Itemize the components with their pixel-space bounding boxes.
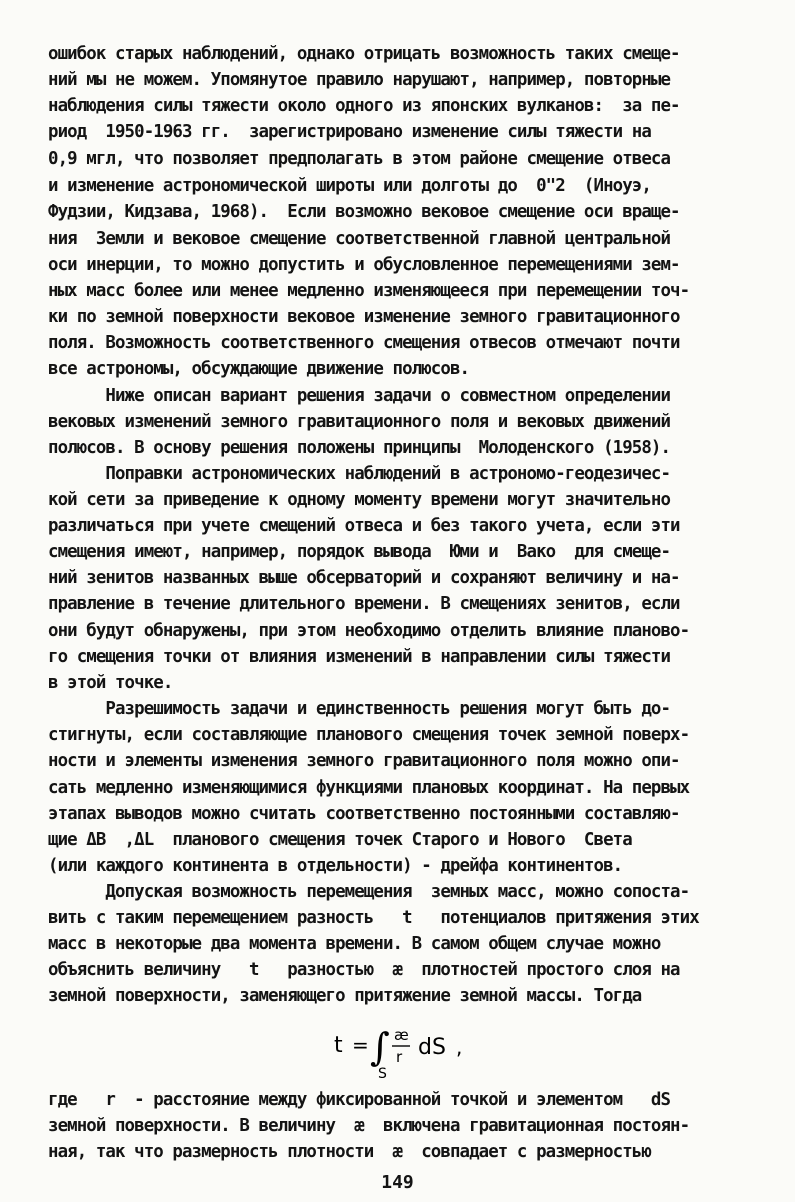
integral-formula bbox=[330, 1022, 490, 1082]
text-line: ки по земной поверхности вековое изменение земного гравитационного bbox=[48, 307, 680, 327]
text-line: щие ΔB ,ΔL планового смещения точек Старого и Нового Света bbox=[48, 830, 632, 850]
text-line: различаться при учете смещений отвеса и без такого учета, если эти bbox=[48, 516, 680, 536]
formula-denominator: r bbox=[396, 1048, 403, 1066]
text-line: земной поверхности. В величину æ включена гравитационная постоян- bbox=[48, 1116, 690, 1136]
text-line: ности и элементы изменения земного гравитационного поля можно опи- bbox=[48, 751, 680, 771]
text-line: го смещения точки от влияния изменений в направлении силы тяжести bbox=[48, 647, 671, 667]
text-line: Допуская возможность перемещения земных масс, можно сопоста- bbox=[48, 882, 690, 902]
text-line: все астрономы, обсуждающие движение полюсов. bbox=[48, 359, 470, 379]
text-line: ний мы не можем. Упомянутое правило нарушают, например, повторные bbox=[48, 70, 671, 90]
text-line: риод 1950-1963 гг. зарегистрировано изменение силы тяжести на bbox=[48, 122, 651, 142]
text-line: правление в течение длительного времени. В смещениях зенитов, если bbox=[48, 594, 680, 614]
page-number: 149 bbox=[381, 1172, 414, 1193]
text-line: где r - расстояние между фиксированной точкой и элементом dS bbox=[48, 1090, 671, 1110]
text-line: ная, так что размерность плотности æ совпадает с размерностью bbox=[48, 1142, 651, 1162]
formula-equals: = bbox=[352, 1033, 369, 1057]
text-line: стигнуты, если составляющие планового смещения точек земной поверх- bbox=[48, 725, 690, 745]
text-line: ния Земли и вековое смещение соответственной главной центральной bbox=[48, 229, 671, 249]
text-line: земной поверхности, заменяющего притяжение земной массы. Тогда bbox=[48, 986, 642, 1006]
text-line: поля. Возможность соответственного смещения отвесов отмечают почти bbox=[48, 333, 680, 353]
text-line: полюсов. В основу решения положены принципы Молоденского (1958). bbox=[48, 438, 671, 458]
text-line: они будут обнаружены, при этом необходимо отделить влияние планово- bbox=[48, 621, 690, 641]
formula-numerator: æ bbox=[394, 1026, 409, 1044]
text-line: Ниже описан вариант решения задачи о совместном определении bbox=[48, 386, 671, 406]
text-line: (или каждого континента в отдельности) - дрейфа континентов. bbox=[48, 856, 623, 876]
text-line: наблюдения силы тяжести около одного из японских вулканов: за пе- bbox=[48, 96, 680, 116]
text-line: в этой точке. bbox=[48, 673, 173, 693]
text-line: 0,9 мгл, что позволяет предполагать в этом районе смещение отвеса bbox=[48, 149, 671, 169]
formula-lhs: t bbox=[334, 1033, 343, 1058]
text-line: оси инерции, то можно допустить и обусловленное перемещениями зем- bbox=[48, 255, 680, 275]
text-line: смещения имеют, например, порядок вывода Юми и Вако для смеще- bbox=[48, 542, 671, 562]
integral-sign: ∫ bbox=[370, 1025, 390, 1069]
text-line: Разрешимость задачи и единственность решения могут быть до- bbox=[48, 699, 671, 719]
text-line: Поправки астрономических наблюдений в астрономо-геодезичес- bbox=[48, 464, 671, 484]
text-line: объяснить величину t разностью æ плотностей простого слоя на bbox=[48, 960, 680, 980]
formula-differential: dS bbox=[418, 1035, 446, 1060]
text-line: ных масс более или менее медленно изменяющееся при перемещении точ- bbox=[48, 281, 690, 301]
formula-comma: , bbox=[456, 1035, 463, 1059]
text-line: вековых изменений земного гравитационного поля и вековых движений bbox=[48, 412, 671, 432]
formula-subscript: S bbox=[378, 1066, 387, 1082]
text-line: ний зенитов названных выше обсерваторий и сохраняют величину и на- bbox=[48, 568, 680, 588]
text-line: Фудзии, Кидзава, 1968). Если возможно вековое смещение оси враще- bbox=[48, 202, 680, 222]
text-line: ошибок старых наблюдений, однако отрицать возможность таких смеще- bbox=[48, 44, 680, 64]
text-line: кой сети за приведение к одному моменту времени могут значительно bbox=[48, 490, 671, 510]
text-line: этапах выводов можно считать соответственно постоянными составляю- bbox=[48, 804, 680, 824]
text-line: масс в некоторые два момента времени. В самом общем случае можно bbox=[48, 934, 661, 954]
text-line: сать медленно изменяющимися функциями плановых координат. На первых bbox=[48, 778, 690, 798]
text-line: вить с таким перемещением разность t потенциалов притяжения этих bbox=[48, 908, 699, 928]
text-line: и изменение астрономической широты или долготы до 0"2 (Иноуэ, bbox=[48, 176, 651, 196]
